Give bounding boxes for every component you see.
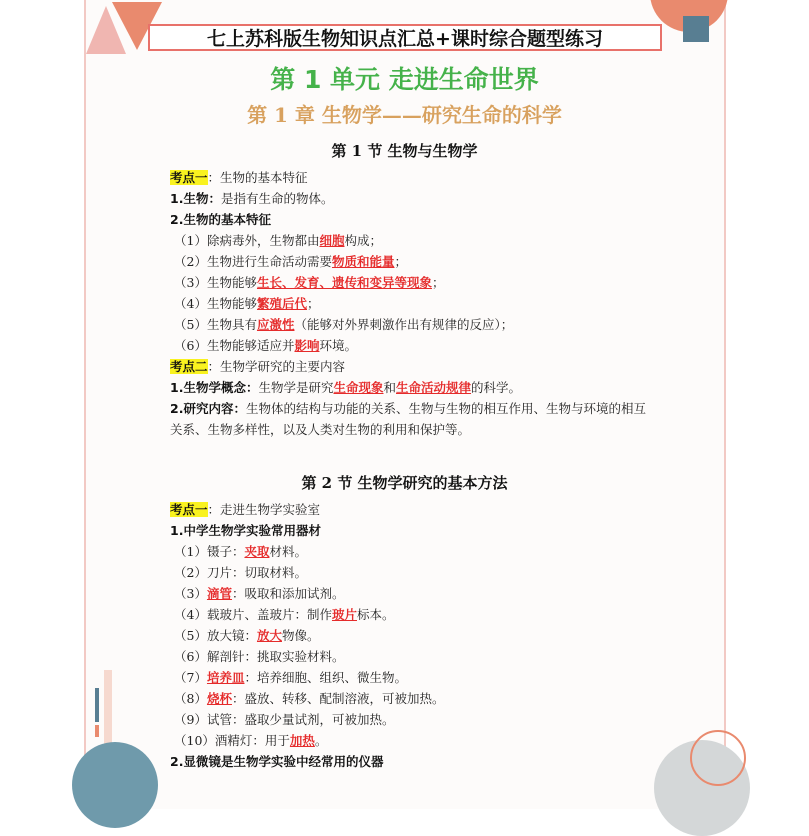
equipment-item: （4）载玻片、盖玻片：制作玻片标本。 [174,607,395,622]
features-heading: 2.生物的基本特征 [170,212,271,227]
equipment-item: （1）镊子：夹取材料。 [174,544,307,559]
feature-item: （2）生物进行生命活动需要物质和能量； [174,254,407,269]
equipment-item: （5）放大镜：放大物像。 [174,628,320,643]
key-point-tag: 考点一 [170,502,208,517]
feature-item: （5）生物具有应激性（能够对外界刺激作出有规律的反应）； [174,317,514,332]
page-header-title: 七上苏科版生物知识点汇总+课时综合题型练习 [148,24,662,51]
equipment-item: （10）酒精灯：用于加热。 [174,733,328,748]
equipment-item: （8）烧杯：盛放、转移、配制溶液，可被加热。 [174,691,445,706]
unit-title: 第 1 单元 走进生命世界 [270,65,539,94]
decor-orange-bar [95,725,99,737]
research-content: 2.研究内容：生物体的结构与功能的关系、生物与生物的相互作用、生物与环境的相互关系、生物多样性，以及人类对生物的利用和保护等。 [170,401,646,437]
key-point-tag: 考点二 [170,359,208,374]
definition-line: 1.生物：是指有生命的物体。 [170,191,334,206]
key-point-text: 生物的基本特征 [220,170,308,185]
key-point-1: 考点一：生物的基本特征 [170,170,308,185]
chapter-title: 第 1 章 生物学——研究生命的科学 [247,103,562,127]
section-2-content [170,499,650,772]
concept-line: 1.生物学概念：生物学是研究生命现象和生命活动规律的科学。 [170,380,522,395]
section-1-content [170,167,650,440]
equipment-item: （7）培养皿：培养细胞、组织、微生物。 [174,670,407,685]
key-point-1: 考点一：走进生物学实验室 [170,502,321,517]
decor-blue-square [683,16,709,42]
equipment-item: （2）刀片：切取材料。 [174,565,307,580]
section-1-title: 第 1 节 生物与生物学 [331,142,478,160]
microscope-heading: 2.显微镜是生物学实验中经常用的仪器 [170,754,384,769]
key-point-tag: 考点一 [170,170,208,185]
key-point-text: 生物学研究的主要内容 [220,359,346,374]
key-point-2: 考点二：生物学研究的主要内容 [170,359,346,374]
equipment-item: （6）解剖针：挑取实验材料。 [174,649,345,664]
equipment-heading: 1.中学生物学实验常用器材 [170,523,321,538]
section-2-title: 第 2 节 生物学研究的基本方法 [301,474,508,492]
decor-blue-bar [95,688,99,722]
equipment-item: （9）试管：盛取少量试剂，可被加热。 [174,712,395,727]
equipment-item: （3）滴管：吸取和添加试剂。 [174,586,345,601]
decor-teal-circle [72,742,158,828]
decor-orange-ring [690,730,746,786]
feature-item: （1）除病毒外，生物都由细胞构成； [174,233,382,248]
feature-item: （4）生物能够繁殖后代； [174,296,320,311]
feature-item: （3）生物能够生长、发育、遗传和变异等现象； [174,275,445,290]
feature-item: （6）生物能够适应并影响环境。 [174,338,357,353]
key-point-text: 走进生物学实验室 [220,502,321,517]
